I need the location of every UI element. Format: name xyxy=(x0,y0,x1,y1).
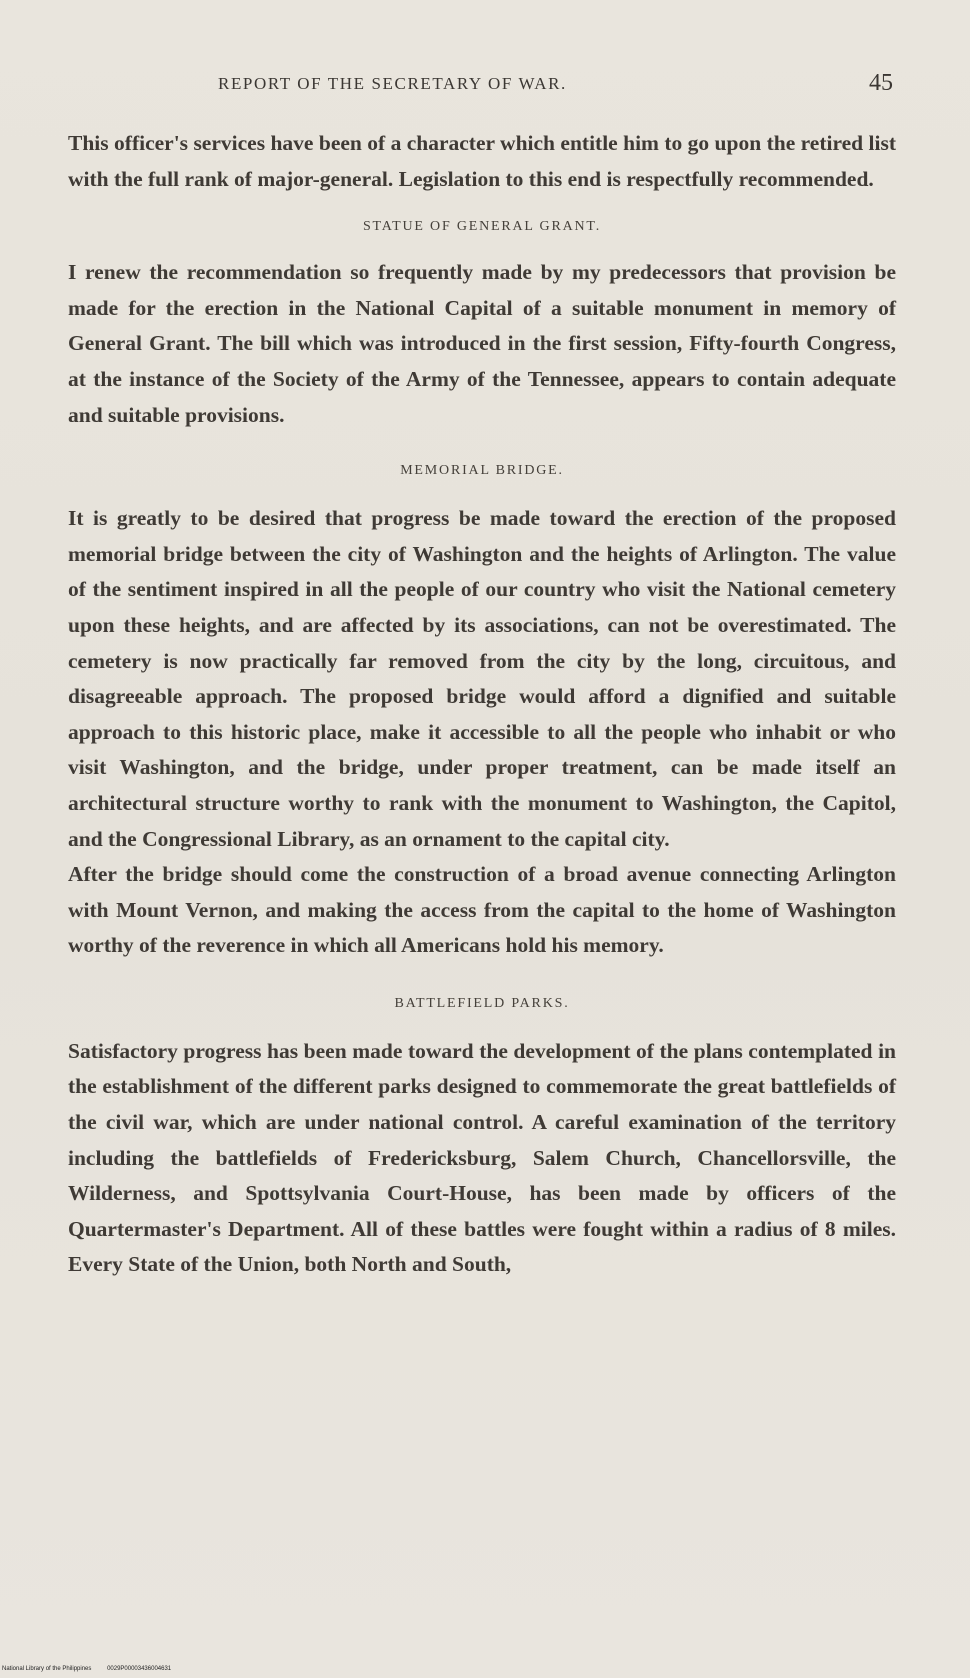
heading-battlefield-parks: BATTLEFIELD PARKS. xyxy=(394,995,570,1011)
running-title: REPORT OF THE SECRETARY OF WAR. xyxy=(218,74,567,93)
running-head xyxy=(0,70,970,100)
heading-statue-of-general-grant: STATUE OF GENERAL GRANT. xyxy=(362,219,602,235)
heading-memorial-bridge: MEMORIAL BRIDGE. xyxy=(400,463,564,479)
paragraph-broad-avenue: After the bridge should come the construction of a broad avenue connecting Arlington with Mount Vernon, and making the access from the capital to the home of Washington worthy of the reverence in which all Americans hold his memory. xyxy=(68,862,896,958)
footer-code: 0029P00003436004631 xyxy=(107,1666,172,1672)
body-text xyxy=(68,126,896,1283)
paragraph-grant-monument: I renew the recommendation so frequently made by my predecessors that provision be made for the erection in the National Capital of a suitable monument in memory of General Grant. The bill which was introduced in the first session, Fifty-fourth Congress, at the instance of the Society of the Army of the Tennessee, appears to contain adequate and suitable provisions. xyxy=(68,260,896,427)
page-number: 45 xyxy=(869,70,893,96)
paragraph-retired-list: This officer's services have been of a character which entitle him to go upon the retired list with the full rank of major-general. Legislation to this end is respectfully recommended. xyxy=(68,131,896,191)
scan-footer xyxy=(2,1666,185,1672)
footer-library: National Library of the Philippines xyxy=(2,1666,92,1672)
paragraph-battlefield-parks: Satisfactory progress has been made toward the development of the plans contemplated in the establishment of the different parks designed to commemorate the great battlefields of the civil war, which are under national control. A careful examination of the territory including the battlefields of Fredericksburg, Salem Church, Chancellorsville, the Wilderness, and Spottsylvania Court-House, has been made by officers of the Quartermaster's Department. All of these battles were fought within a radius of 8 miles. Every State of the Union, both North and South, xyxy=(68,1038,896,1277)
paragraph-memorial-bridge: It is greatly to be desired that progress be made toward the erection of the proposed memorial bridge between the city of Washington and the heights of Arlington. The value of the sentiment inspired in all the people of our country who visit the National cemetery upon these heights, and are affected by its associations, can not be overestimated. The cemetery is now practically far removed from the city by the long, circuitous, and disagreeable approach. The proposed bridge would afford a dignified and suitable approach to this historic place, make it accessible to all the people who inhabit or who visit Washington, and the bridge, under proper treatment, can be made itself an architectural structure worthy to rank with the monument to Washington, the Capitol, and the Congressional Library, as an ornament to the capital city. xyxy=(68,506,896,851)
